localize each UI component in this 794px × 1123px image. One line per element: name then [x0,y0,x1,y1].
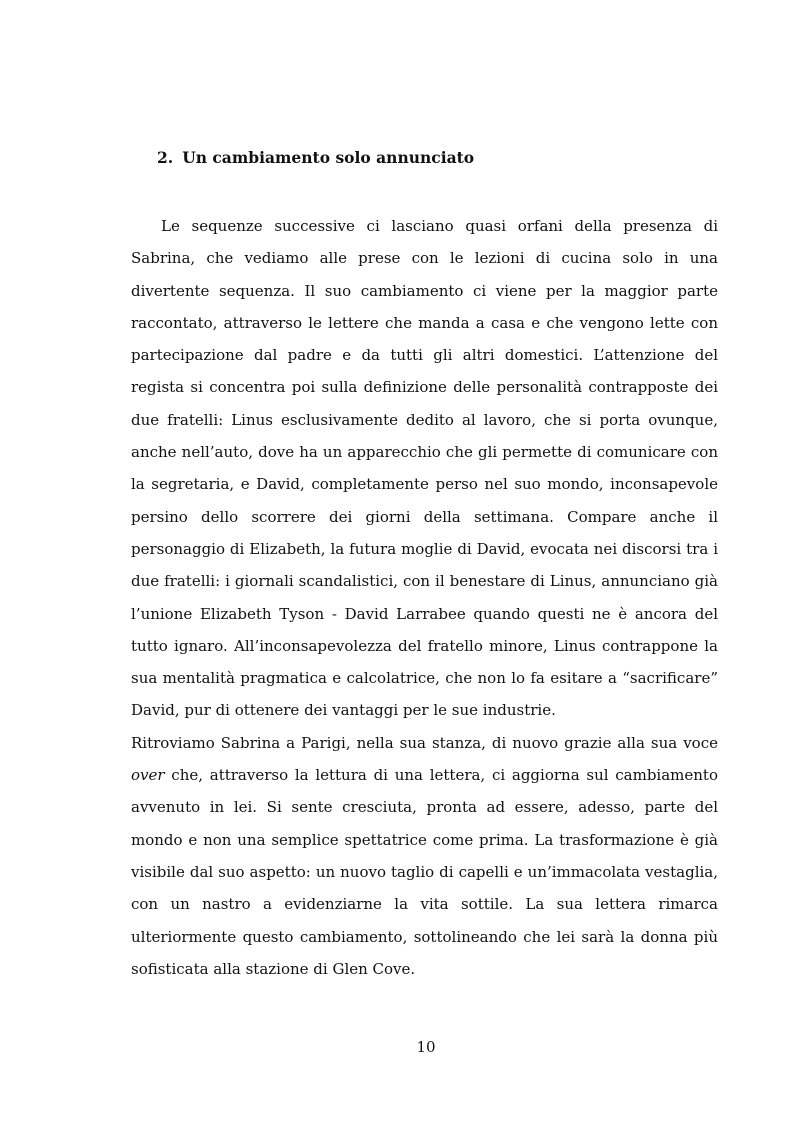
body-text [131,210,718,985]
page-number: 10 [416,1038,436,1056]
paragraph-2-text-start: Ritroviamo Sabrina a Parigi, nella sua stanza, di nuovo grazie alla sua voce [131,733,718,752]
section-number: 2. [157,148,174,167]
paragraph-1: Le sequenze successive ci lasciano quasi orfani della presenza di Sabrina, che vediamo alle prese con le lezioni di cucina solo in una divertente sequenza. Il suo cambiamento ci viene per la maggior parte raccontato, attraverso le lettere che manda a casa e che vengono lette con partecipazione dal padre e da tutti gli altri domestici. L’attenzione del regista si concentra poi sulla definizione delle personalità contrapposte dei due fratelli: Linus esclusivamente dedito al lavoro, che si porta ovunque, anche nell’auto, dove ha un apparecchio che gli permette di comunicare con la segretaria, e David, completamente perso nel suo mondo, inconsapevole persino dello scorrere dei giorni della settimana. Compare anche il personaggio di Elizabeth, la futura moglie di David, evocata nei discorsi tra i due fratelli: i giornali scandalistici, con il benestare di Linus, annunciano già l’unione Elizabeth Tyson - David Larrabee quando questi ne è ancora del tutto ignaro. All’inconsapevolezza del fratello minore, Linus contrappone la sua mentalità pragmatica e calcolatrice, che non lo fa esitare a “sacrificare” David, pur di ottenere dei vantaggi per le sue industrie. [131,217,718,720]
paragraph-2 [131,727,718,985]
section-heading [157,148,474,167]
italic-term-over: over [131,766,165,785]
section-title: Un cambiamento solo annunciato [182,148,475,167]
paragraph-2-text-end: che, attraverso la lettura di una lettera, ci aggiorna sul cambiamento avvenuto in lei. Si sente cresciuta, pronta ad essere, adesso, parte del mondo e non una semplice spettatrice come prima. La trasformazione è già visibile dal suo aspetto: un nuovo taglio di capelli e un’immacolata vestaglia, con un nastro a evidenziarne la vita sottile. La sua lettera rimarca ulteriormente questo cambiamento, sottolineando che lei sarà la donna più sofisticata alla stazione di Glen Cove. [131,766,718,978]
